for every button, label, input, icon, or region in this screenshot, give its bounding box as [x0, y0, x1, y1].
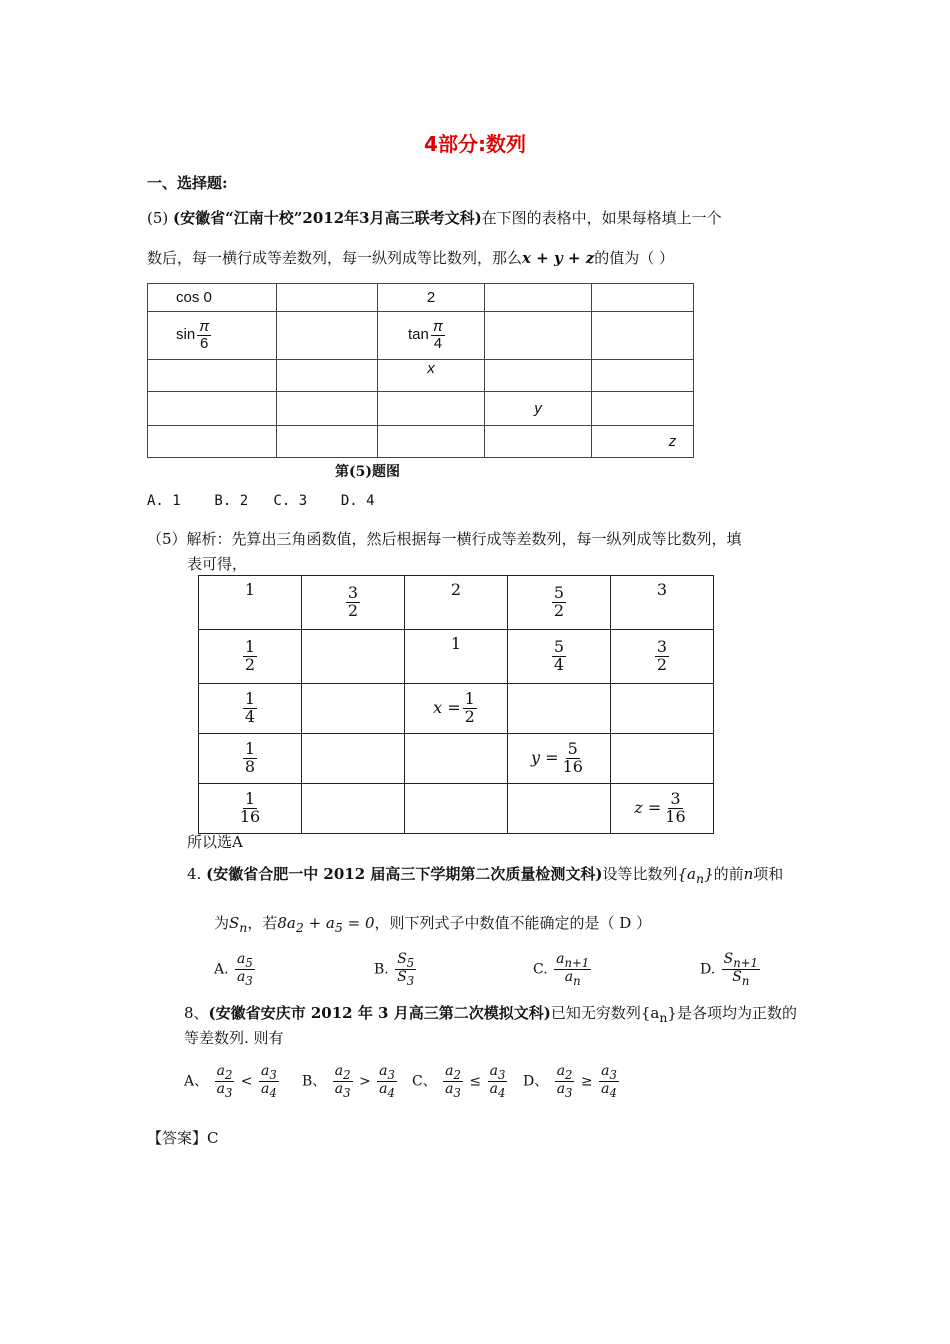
- q4-option-d: D. $\frac{S_{n+1}}{S_n}$: [700, 951, 758, 988]
- q8-source: (安徽省安庆市 2012 年 3 月高三第二次模拟文科): [208, 1004, 551, 1022]
- q5-figure-caption: 第(5)题图: [335, 464, 400, 480]
- q4-text-1: 设等比数列: [602, 865, 678, 883]
- q5-conclusion: 所以选A: [187, 833, 243, 851]
- sol-1-4: $\frac{1}{4}$: [199, 684, 302, 734]
- q8-seq: $\{a_n\}$: [640, 1004, 677, 1025]
- q4-condition: $8a_2 + a_5 = 0$: [277, 914, 375, 935]
- q8-option-a-label: A、: [184, 1073, 209, 1090]
- sol-1-8: $\frac{1}{8}$: [199, 734, 302, 784]
- sol-1: 1: [199, 576, 302, 630]
- q8-option-d: D、 $\frac{a_2}{a_3}$ ≥ $\frac{a_3}{a_4}$: [523, 1063, 617, 1100]
- q4-option-c-label: C.: [533, 961, 548, 978]
- sol-5-4: $\frac{5}{4}$: [508, 630, 611, 684]
- q8-option-c: C、 $\frac{a_2}{a_3}$ ≤ $\frac{a_3}{a_4}$: [412, 1063, 506, 1100]
- q8-text-1: 已知无穷数列: [550, 1004, 641, 1022]
- q4-line-1: [187, 863, 783, 886]
- q5-number: (5): [147, 209, 169, 227]
- q5-options: A. 1 B. 2 C. 3 D. 4: [147, 493, 375, 509]
- q8-option-a: A、 $\frac{a_2}{a_3}$ < $\frac{a_3}{a_4}$: [184, 1063, 277, 1100]
- cell-y: y: [485, 392, 592, 426]
- q5-problem-table: [147, 283, 694, 458]
- q8-option-b: B、 $\frac{a_2}{a_3}$ > $\frac{a_3}{a_4}$: [302, 1063, 395, 1100]
- page-title: 4部分:数列: [424, 132, 526, 156]
- sol-1-16: $\frac{1}{16}$: [199, 784, 302, 834]
- q5-expr: x + y + z: [522, 249, 595, 267]
- q8-option-c-label: C、: [412, 1073, 437, 1090]
- q5-text-2a: 数后，每一横行成等差数列，每一纵列成等比数列，那么: [147, 249, 523, 267]
- q4-option-b: B. $\frac{S_5}{S_3}$: [374, 951, 415, 988]
- sol-3-2: $\frac{3}{2}$: [302, 576, 405, 630]
- q5-line-1: [147, 207, 722, 228]
- q4-line-2: [214, 912, 651, 935]
- q5-text-2b: 的值为（ ）: [594, 249, 674, 267]
- sol-z: z = $\frac{3}{16}$: [611, 784, 714, 834]
- q4-option-b-label: B.: [374, 961, 389, 978]
- q8-option-d-label: D、: [523, 1073, 549, 1090]
- sol-1b: 1: [405, 630, 508, 684]
- q4-text-1c: 项和: [753, 865, 784, 883]
- q4-option-a: A. $\frac{a_5}{a_3}$: [214, 951, 253, 988]
- q8-line-1: [184, 1002, 797, 1025]
- q8-option-b-label: B、: [302, 1073, 327, 1090]
- q4-number: 4.: [187, 865, 202, 883]
- sol-2: 2: [405, 576, 508, 630]
- sol-5-2: $\frac{5}{2}$: [508, 576, 611, 630]
- q8-line-2: 等差数列. 则有: [184, 1029, 284, 1047]
- q8-number: 8、: [184, 1004, 209, 1022]
- q4-Sn: $S_n$: [229, 914, 248, 935]
- q5-solution-line-2: 表可得，: [187, 555, 248, 573]
- q4-n: n: [743, 865, 754, 883]
- sol-y: y = $\frac{5}{16}$: [508, 734, 611, 784]
- q4-source: (安徽省合肥一中 2012 届高三下学期第二次质量检测文科): [206, 865, 603, 883]
- cell-sin-pi-6: sin $\frac{\pi}{6}$: [148, 312, 277, 360]
- cell-z: z: [592, 426, 694, 458]
- cell-cos0: cos 0: [148, 284, 277, 312]
- q5-text-1: 在下图的表格中，如果每格填上一个: [481, 209, 722, 227]
- q4-text-2a: 为: [214, 914, 230, 932]
- sol-3-2b: $\frac{3}{2}$: [611, 630, 714, 684]
- q4-text-2c: ，则下列式子中数值不能确定的是（ D ）: [374, 914, 652, 932]
- cell-x: x: [378, 360, 485, 392]
- q5-solution-line-1: （5）解析：先算出三角函数值，然后根据每一横行成等差数列，每一纵列成等比数列，填: [147, 530, 742, 548]
- section-heading: 一、选择题:: [147, 174, 228, 192]
- cell-2: 2: [378, 284, 485, 312]
- q5-line-2: [147, 247, 674, 268]
- sol-3: 3: [611, 576, 714, 630]
- q5-source: (安徽省“江南十校”2012年3月高三联考文科): [173, 209, 482, 227]
- q4-option-a-label: A.: [214, 961, 229, 978]
- q8-answer: 【答案】C: [147, 1129, 219, 1147]
- cell-tan-pi-4: tan $\frac{\pi}{4}$: [378, 312, 485, 360]
- q4-text-1b: 的前: [713, 865, 744, 883]
- sol-x: x = $\frac{1}{2}$: [405, 684, 508, 734]
- q4-option-c: C. $\frac{a_{n+1}}{a_n}$: [533, 951, 590, 988]
- q4-option-d-label: D.: [700, 961, 716, 978]
- q4-seq: $\{a_n\}$: [677, 865, 714, 886]
- sol-1-2: $\frac{1}{2}$: [199, 630, 302, 684]
- q5-solution-table: [198, 575, 714, 834]
- q4-text-2b: ，若: [247, 914, 278, 932]
- q8-text-1b: 是各项均为正数的: [676, 1004, 797, 1022]
